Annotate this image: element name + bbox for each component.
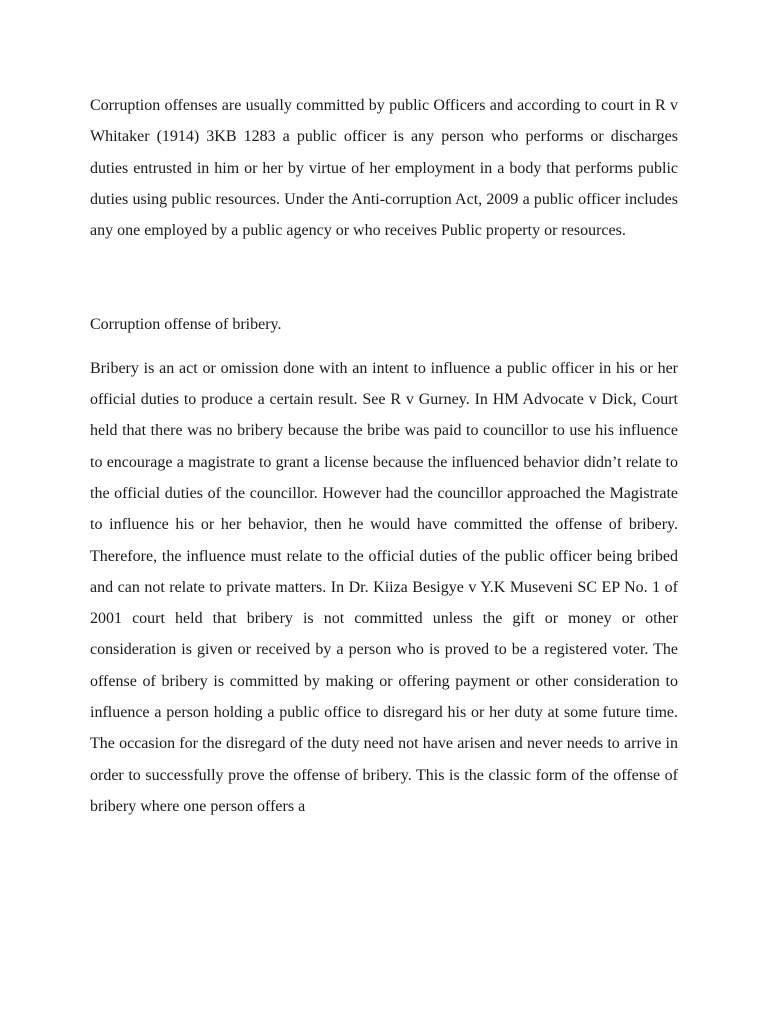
paragraph-spacer: [90, 246, 678, 309]
document-body: [90, 90, 678, 822]
paragraph-public-officer-definition: Corruption offenses are usually committed by public Officers and according to court in R v Whitaker (1914) 3KB 1283 a public officer is any person who performs or discharges duties entrusted in him or her by virtue of her employment in a body that performs public duties using public resources. Under the Anti-corruption Act, 2009 a public officer includes any one employed by a public agency or who receives Public property or resources.: [90, 97, 678, 240]
heading-spacer: [90, 341, 678, 353]
section-heading-bribery: Corruption offense of bribery.: [90, 316, 282, 334]
paragraph-bribery-explanation: Bribery is an act or omission done with an intent to influence a public officer in his or her official duties to produce a certain result. See R v Gurney. In HM Advocate v Dick, Court held that there was no bribery because the bribe was paid to councillor to use his influence to encourage a magistrate to grant a license because the influenced behavior didn’t relate to the official duties of the councillor. However had the councillor approached the Magistrate to influence his or her behavior, then he would have committed the offense of bribery. Therefore, the influence must relate to the official duties of the public officer being bribed and can not relate to private matters. In Dr. Kiiza Besigye v Y.K Museveni SC EP No. 1 of 2001 court held that bribery is not committed unless the gift or money or other consideration is given or received by a person who is proved to be a registered voter. The offense of bribery is committed by making or offering payment or other consideration to influence a person holding a public office to disregard his or her duty at some future time. The occasion for the disregard of the duty need not have arisen and never needs to arrive in order to successfully prove the offense of bribery. This is the classic form of the offense of bribery where one person offers a: [90, 359, 678, 815]
